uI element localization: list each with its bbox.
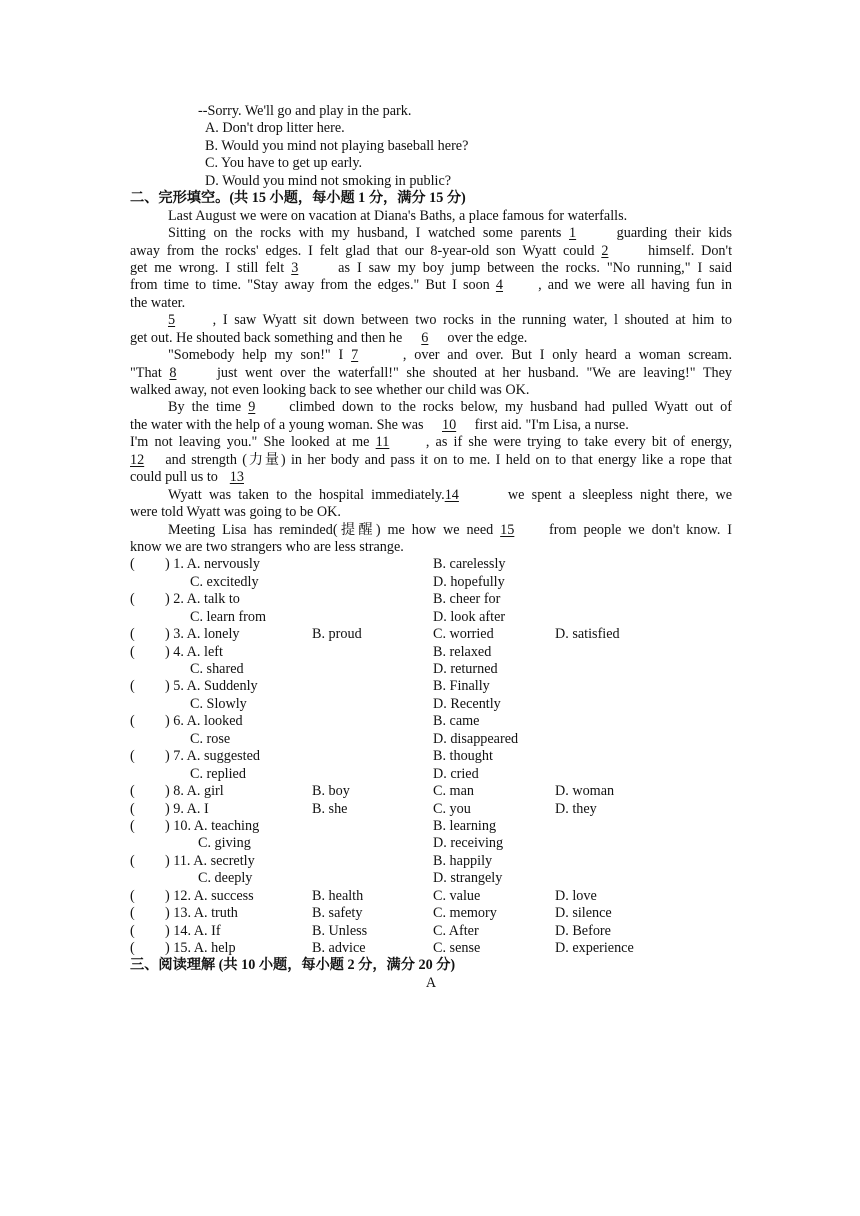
blank-13: 13 <box>229 469 244 486</box>
passage-text: over the edge. <box>447 329 528 346</box>
option-a: ) 15. A. help <box>165 940 236 956</box>
passage-line <box>130 243 732 260</box>
option-a: ) 6. A. looked <box>165 713 243 730</box>
option-c: C. shared <box>190 661 244 677</box>
answer-bracket: ( <box>130 783 135 800</box>
answer-bracket: ( <box>130 800 135 817</box>
option-c: C. excitedly <box>190 573 259 590</box>
passage-text: himself. Don't <box>648 242 732 259</box>
option-c: C. memory <box>433 905 497 922</box>
option-d: D. experience <box>555 940 634 956</box>
option-c: C. man <box>433 783 474 800</box>
passage-text: and strength (力量) in her body and pass it on to me. I held on to that energy like a rope that <box>165 451 732 468</box>
passage-line: know we are two strangers who are less strange. <box>130 538 404 555</box>
option-c: C. value <box>433 887 481 904</box>
question-row <box>130 556 732 573</box>
passage-line <box>130 330 732 347</box>
passage-text: we spent a sleepless night there, we <box>507 486 732 503</box>
blank-11: 11 <box>375 434 390 451</box>
exam-page <box>130 103 732 992</box>
option-d: D. they <box>555 800 597 817</box>
blank-14: 14 <box>444 486 459 503</box>
option-b: B. came <box>433 713 480 730</box>
passage-text: as I saw my boy jump between the rocks. "No running," I said <box>338 259 732 276</box>
option-a: ) 9. A. I <box>165 800 209 817</box>
option-b: B. thought <box>433 748 493 765</box>
passage-text: get me wrong. I still felt <box>130 259 285 276</box>
answer-bracket: ( <box>130 713 135 730</box>
answer-bracket: ( <box>130 817 135 834</box>
passage-text: Wyatt was taken to the hospital immediately. <box>168 486 445 503</box>
option-c: C. rose <box>190 730 231 747</box>
option-b: B. advice <box>312 940 366 956</box>
blank-12: 12 <box>130 451 145 468</box>
option-b: B. proud <box>312 626 362 643</box>
question-row <box>130 661 732 678</box>
passage-text: just went over the waterfall!" she shouted at her husband. "We are leaving!" They <box>216 364 732 381</box>
option-a: ) 5. A. Suddenly <box>165 678 258 695</box>
passage-line <box>130 277 732 294</box>
option-a: ) 11. A. secretly <box>165 852 255 869</box>
blank-15: 15 <box>500 521 515 538</box>
question-row <box>130 801 732 818</box>
passage-line <box>130 434 732 451</box>
passage-line: walked away, not even looking back to see whether our child was OK. <box>130 382 530 398</box>
option-d: D. look after <box>433 608 506 625</box>
option-a: ) 12. A. success <box>165 887 254 904</box>
question-row <box>130 940 732 957</box>
question-row <box>130 644 732 661</box>
answer-bracket: ( <box>130 922 135 939</box>
answer-bracket: ( <box>130 940 135 956</box>
passage-line <box>130 452 732 469</box>
option-c: C. After <box>433 922 479 939</box>
question-row <box>130 696 732 713</box>
answer-bracket: ( <box>130 887 135 904</box>
question-row <box>130 870 732 887</box>
option-c: C. you <box>433 800 471 817</box>
passage-line <box>130 487 732 504</box>
option-a: ) 8. A. girl <box>165 783 224 800</box>
option-a: ) 2. A. talk to <box>165 591 240 608</box>
blank-10: 10 <box>442 416 457 433</box>
passage-text: could pull us to <box>130 469 218 486</box>
option-d: D. satisfied <box>555 626 620 643</box>
option-d: D. love <box>555 887 597 904</box>
question-row <box>130 731 732 748</box>
option-c: C. deeply <box>198 870 253 887</box>
passage-line: were told Wyatt was going to be OK. <box>130 504 341 521</box>
answer-bracket: ( <box>130 748 135 765</box>
passage-text: climbed down to the rocks below, my husband had pulled Wyatt out of <box>289 399 732 416</box>
passage-line: Last August we were on vacation at Diana's Baths, a place famous for waterfalls. <box>168 207 628 224</box>
passage-text: from people we don't know. I <box>549 521 732 538</box>
option-c: C. worried <box>433 626 494 643</box>
passage-text: the water with the help of a young woman. She was <box>130 416 424 433</box>
blank-6: 6 <box>421 329 429 346</box>
option-a: A. Don't drop litter here. <box>205 120 345 137</box>
question-row <box>130 783 732 800</box>
option-d: D. hopefully <box>433 573 505 590</box>
answer-bracket: ( <box>130 643 135 660</box>
option-c: C. Slowly <box>190 695 247 712</box>
passage-line <box>130 417 732 434</box>
passage-line <box>130 469 732 486</box>
question-row <box>130 591 732 608</box>
passage-text: Sitting on the rocks with my husband, I watched some parents <box>168 225 562 242</box>
option-b: B. cheer for <box>433 591 501 608</box>
passage-text: get out. He shouted back something and then he <box>130 329 403 346</box>
option-b: B. Would you mind not playing baseball here? <box>205 137 469 154</box>
passage-text: I'm not leaving you." She looked at me <box>130 434 370 451</box>
option-a: ) 4. A. left <box>165 643 223 660</box>
answer-bracket: ( <box>130 556 135 573</box>
blank-9: 9 <box>248 399 256 416</box>
option-a: ) 13. A. truth <box>165 905 238 922</box>
passage-text: from time to time. "Stay away from the edges." But I soon <box>130 277 490 294</box>
option-b: B. learning <box>433 817 497 834</box>
blank-8: 8 <box>169 364 177 381</box>
dialogue-line: --Sorry. We'll go and play in the park. <box>198 103 412 119</box>
passage-line <box>130 260 732 277</box>
option-d: D. woman <box>555 783 615 800</box>
option-a: ) 1. A. nervously <box>165 556 260 573</box>
option-d: D. cried <box>433 765 479 782</box>
passage-text: Meeting Lisa has reminded(提醒) me how we need <box>168 521 494 538</box>
passage-line: the water. <box>130 294 186 311</box>
option-c: C. sense <box>433 940 481 956</box>
passage-text: guarding their kids <box>616 225 732 242</box>
option-b: B. safety <box>312 905 363 922</box>
passage-label: A <box>425 974 437 991</box>
option-c: C. learn from <box>190 608 267 625</box>
option-d: D. returned <box>433 661 498 677</box>
passage-text: , and we were all having fun in <box>538 277 732 294</box>
question-row <box>130 748 732 765</box>
question-row <box>130 818 732 835</box>
blank-4: 4 <box>495 277 504 294</box>
passage-text: first aid. "I'm Lisa, a nurse. <box>474 416 629 433</box>
question-row <box>130 905 732 922</box>
blank-1: 1 <box>569 225 577 242</box>
passage-text: , as if she were trying to take every bit of energy, <box>425 434 732 451</box>
passage-line <box>130 225 732 242</box>
question-row <box>130 888 732 905</box>
option-d: D. disappeared <box>433 730 519 747</box>
option-a: ) 14. A. If <box>165 922 221 939</box>
blank-2: 2 <box>601 242 609 259</box>
passage-text: , I saw Wyatt sit down between two rocks in the running water, l shouted at him to <box>212 312 732 329</box>
option-a: ) 7. A. suggested <box>165 748 260 765</box>
blank-3: 3 <box>291 259 299 276</box>
option-b: B. Finally <box>433 678 490 695</box>
option-d: D. Before <box>555 922 611 939</box>
option-b: B. carelessly <box>433 556 506 573</box>
section-heading-reading: 三、阅读理解 (共 10 小题，每小题 2 分，满分 20 分) <box>130 957 456 974</box>
section-heading-cloze: 二、完形填空。(共 15 小题，每小题 1 分，满分 15 分) <box>130 190 466 207</box>
blank-5: 5 <box>168 312 176 329</box>
question-row <box>130 626 732 643</box>
passage-line <box>130 312 732 329</box>
passage-text: , over and over. But I only heard a woman scream. <box>402 347 732 364</box>
answer-bracket: ( <box>130 626 135 643</box>
option-c: C. You have to get up early. <box>205 155 363 172</box>
passage-text: "Somebody help my son!" I <box>168 347 344 364</box>
question-row <box>130 766 732 783</box>
passage-line <box>130 399 732 416</box>
question-row <box>130 923 732 940</box>
option-c: C. replied <box>190 765 246 782</box>
option-b: B. relaxed <box>433 643 492 660</box>
question-row <box>130 835 732 852</box>
option-b: B. health <box>312 887 364 904</box>
option-d: D. silence <box>555 905 612 922</box>
option-b: B. happily <box>433 852 493 869</box>
answer-bracket: ( <box>130 905 135 922</box>
option-a: ) 10. A. teaching <box>165 817 260 834</box>
answer-bracket: ( <box>130 852 135 869</box>
option-d: D. strangely <box>433 870 503 887</box>
passage-line <box>130 365 732 382</box>
answer-bracket: ( <box>130 678 135 695</box>
question-row <box>130 609 732 626</box>
question-row <box>130 678 732 695</box>
option-b: B. she <box>312 800 348 817</box>
passage-text: "That <box>130 364 162 381</box>
option-d: D. Would you mind not smoking in public? <box>205 172 452 189</box>
passage-line <box>130 522 732 539</box>
answer-bracket: ( <box>130 591 135 608</box>
option-b: B. Unless <box>312 922 368 939</box>
question-row <box>130 853 732 870</box>
passage-text: away from the rocks' edges. I felt glad that our 8-year-old son Wyatt could <box>130 242 595 259</box>
option-b: B. boy <box>312 783 350 800</box>
option-a: ) 3. A. lonely <box>165 626 240 643</box>
question-row <box>130 574 732 591</box>
passage-text: By the time <box>168 399 242 416</box>
option-c: C. giving <box>198 835 251 852</box>
blank-7: 7 <box>351 347 359 364</box>
option-d: D. Recently <box>433 695 501 712</box>
question-row <box>130 713 732 730</box>
option-d: D. receiving <box>433 835 504 852</box>
passage-line <box>130 347 732 364</box>
